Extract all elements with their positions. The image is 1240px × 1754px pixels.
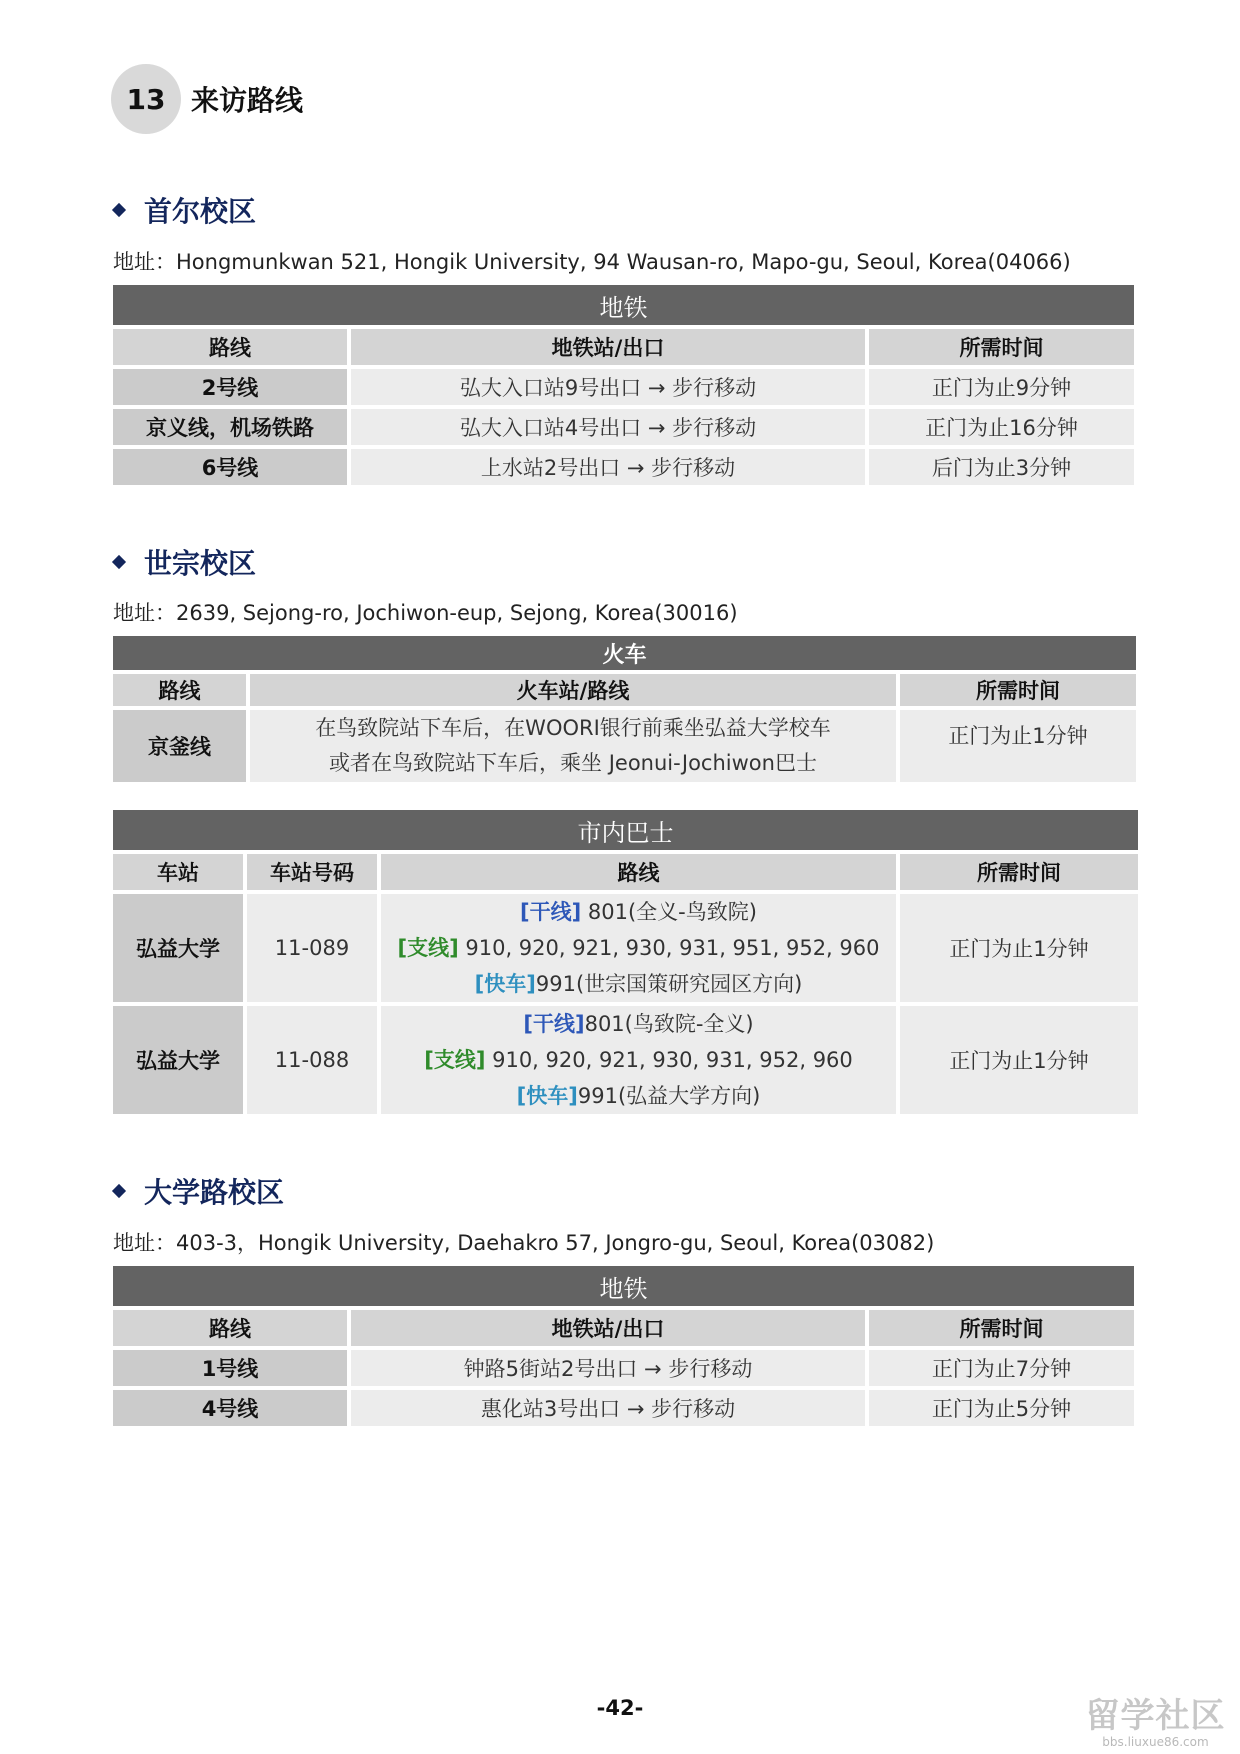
main-line-tag: [干线] [523, 1012, 585, 1036]
chapter-header [111, 63, 303, 135]
daehakro-subway-table [109, 1262, 1138, 1430]
header-route: 路线 [381, 854, 896, 890]
table-title: 地铁 [113, 1266, 1134, 1306]
header-station-exit: 地铁站/出口 [351, 329, 865, 365]
header-route: 路线 [113, 674, 246, 706]
header-station: 车站 [113, 854, 243, 890]
chapter-number: 13 [111, 64, 181, 134]
table-row: 6号线 上水站2号出口 → 步行移动 后门为止3分钟 [113, 449, 1134, 485]
sejong-address: 地址：2639, Sejong-ro, Jochiwon-eup, Sejong, Korea(30016) [113, 601, 738, 625]
table-title: 市内巴士 [113, 810, 1138, 850]
header-time: 所需时间 [869, 329, 1134, 365]
branch-line-tag: [支线] [397, 936, 459, 960]
table-row: 弘益大学 11-089 [干线] 801(全义-鸟致院) [支线] 910, 920, 921, 930, 931, 951, 952, 960 [快车]991(世宗国策研究园区方向) 正门为止1分钟 [113, 894, 1138, 1002]
seoul-address: 地址：Hongmunkwan 521, Hongik University, 94 Wausan-ro, Mapo-gu, Seoul, Korea(04066) [113, 250, 1071, 274]
sejong-train-table [109, 632, 1140, 786]
sejong-bus-table [109, 806, 1142, 1118]
section-heading-sejong: 世宗校区 [114, 542, 256, 582]
branch-line-tag: [支线] [424, 1048, 486, 1072]
daehakro-address: 地址：403-3，Hongik University, Daehakro 57, Jongro-gu, Seoul, Korea(03082) [113, 1231, 935, 1255]
seoul-subway-table [109, 281, 1138, 489]
table-title: 火车 [113, 636, 1136, 670]
watermark-url: bbs.liuxue86.com [1102, 1735, 1209, 1749]
section-heading-seoul: 首尔校区 [114, 190, 256, 230]
watermark [1078, 1688, 1233, 1749]
table-row: 2号线 弘大入口站9号出口 → 步行移动 正门为止9分钟 [113, 369, 1134, 405]
table-row: 1号线 钟路5街站2号出口 → 步行移动 正门为止7分钟 [113, 1350, 1134, 1386]
header-time: 所需时间 [900, 854, 1138, 890]
header-station-route: 火车站/路线 [250, 674, 896, 706]
header-station-number: 车站号码 [247, 854, 377, 890]
diamond-bullet-icon [112, 555, 126, 569]
main-line-tag: [干线] [520, 900, 582, 924]
train-route-line-2: 或者在鸟致院站下车后，乘坐 Jeonui-Jochiwon巴士 [329, 751, 817, 775]
header-station-exit: 地铁站/出口 [351, 1310, 865, 1346]
chapter-title: 来访路线 [191, 84, 304, 117]
header-route: 路线 [113, 1310, 347, 1346]
express-tag: [快车] [474, 972, 536, 996]
table-row: 4号线 惠化站3号出口 → 步行移动 正门为止5分钟 [113, 1390, 1134, 1426]
section-heading-daehakro: 大学路校区 [114, 1171, 284, 1211]
table-row: 京义线，机场铁路 弘大入口站4号出口 → 步行移动 正门为止16分钟 [113, 409, 1134, 445]
train-route-line-1: 在鸟致院站下车后，在WOORI银行前乘坐弘益大学校车 [315, 716, 831, 740]
header-time: 所需时间 [900, 674, 1136, 706]
diamond-bullet-icon [112, 1184, 126, 1198]
table-row: 弘益大学 11-088 [干线]801(鸟致院-全义) [支线] 910, 920, 921, 930, 931, 952, 960 [快车]991(弘益大学方向) 正门为止1分钟 [113, 1006, 1138, 1114]
diamond-bullet-icon [112, 203, 126, 217]
header-route: 路线 [113, 329, 347, 365]
page-number: -42- [596, 1696, 644, 1720]
table-row: 京釜线 在鸟致院站下车后，在WOORI银行前乘坐弘益大学校车 或者在鸟致院站下车后，乘坐 Jeonui-Jochiwon巴士 正门为止1分钟 [113, 710, 1136, 782]
watermark-logo: 留学社区 [1085, 1696, 1226, 1736]
express-tag: [快车] [516, 1084, 578, 1108]
table-title: 地铁 [113, 285, 1134, 325]
header-time: 所需时间 [869, 1310, 1134, 1346]
